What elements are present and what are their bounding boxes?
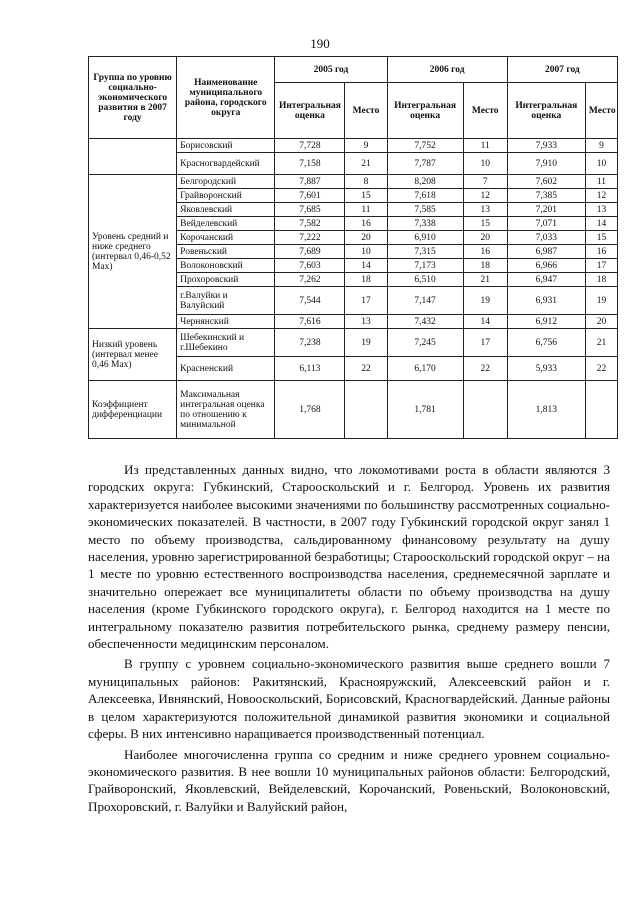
table-row — [89, 381, 618, 439]
integral-value: 7,910 — [507, 153, 585, 175]
district-name: Волоконовский — [177, 259, 275, 273]
integral-value: 7,602 — [507, 175, 585, 189]
integral-value: 5,933 — [507, 357, 585, 381]
district-name: Грайворонский — [177, 189, 275, 203]
place-value: 16 — [585, 245, 617, 259]
district-name: Чернянский — [177, 315, 275, 329]
paragraph: Наиболее многочисленна группа со средним и ниже среднего уровнем социально-экономического развития. В нее вошли 10 муниципальных районов области: Белгородский, Грайворонский, Яковлевский, Вейделевский, Корочанский, Ровеньский, Волоконовский, Прохоровский, г. Валуйки и Валуйский район, — [88, 746, 610, 814]
integral-value: 6,966 — [507, 259, 585, 273]
place-value: 22 — [585, 357, 617, 381]
integral-value: 6,987 — [507, 245, 585, 259]
place-value: 19 — [463, 287, 507, 315]
table-row — [89, 329, 618, 357]
integral-value: 1,781 — [387, 381, 463, 439]
table-row — [89, 139, 618, 153]
place-value: 15 — [463, 217, 507, 231]
integral-value: 7,432 — [387, 315, 463, 329]
integral-value: 7,173 — [387, 259, 463, 273]
paragraph: Из представленных данных видно, что локомотивами роста в области являются 3 городских округа: Губкинский, Старооскольский и г. Белгород. Уровень их развития характеризуется наиболее высокими значениями по большинству рассмотренных социально-экономических показателей. В частности, в 2007 году Губкинский городской округ занял 1 место по объему производства, сальдированному финансовому результату на душу населения, уровню зарегистрированной безработицы; Старооскольский городской округ – на 1 месте по уровню естественного воспроизводства населения, среднемесячной зарплате и значительно опережает все муниципалитеты области по объему производства на душу населения (кроме Губкинского городского округа), г. Белгород находится на 1 месте по интегральному показателю развития потребительского рынка, среднему размеру пенсии, обеспеченности медицинским персоналом. — [88, 462, 610, 652]
place-value: 14 — [585, 217, 617, 231]
integral-value: 7,585 — [387, 203, 463, 217]
integral-value: 7,728 — [275, 139, 345, 153]
place-value: 17 — [585, 259, 617, 273]
integral-value: 7,245 — [387, 329, 463, 357]
place-value: 15 — [585, 231, 617, 245]
district-name: Красненский — [177, 357, 275, 381]
place-value: 13 — [345, 315, 387, 329]
integral-value: 6,756 — [507, 329, 585, 357]
integral-value: 7,071 — [507, 217, 585, 231]
header-integral: Интегральная оценка — [507, 83, 585, 139]
place-value: 20 — [345, 231, 387, 245]
header-year-2005: 2005 год — [275, 57, 387, 83]
group-label: Низкий уровень (интервал менее 0,46 Max) — [89, 329, 177, 381]
district-name: Борисовский — [177, 139, 275, 153]
header-year-2007: 2007 год — [507, 57, 617, 83]
header-place: Место — [463, 83, 507, 139]
integral-value: 7,338 — [387, 217, 463, 231]
place-value: 22 — [463, 357, 507, 381]
integral-value: 7,033 — [507, 231, 585, 245]
integral-value: 7,616 — [275, 315, 345, 329]
place-value: 18 — [463, 259, 507, 273]
place-value: 10 — [463, 153, 507, 175]
integral-value: 7,222 — [275, 231, 345, 245]
place-value: 13 — [463, 203, 507, 217]
integral-value: 7,689 — [275, 245, 345, 259]
integral-value: 6,912 — [507, 315, 585, 329]
district-name: Прохоровский — [177, 273, 275, 287]
place-value: 19 — [345, 329, 387, 357]
place-value: 9 — [585, 139, 617, 153]
place-value: 18 — [585, 273, 617, 287]
integral-value: 7,601 — [275, 189, 345, 203]
place-value: 8 — [345, 175, 387, 189]
group-label: Уровень средний и ниже среднего (интервал 0,46-0,52 Max) — [89, 175, 177, 329]
integral-value: 7,752 — [387, 139, 463, 153]
integral-value: 7,933 — [507, 139, 585, 153]
place-value: 9 — [345, 139, 387, 153]
place-value: 10 — [585, 153, 617, 175]
page-number: 190 — [310, 36, 330, 51]
integral-value: 7,201 — [507, 203, 585, 217]
district-name: Ровеньский — [177, 245, 275, 259]
place-value: 11 — [463, 139, 507, 153]
place-value: 20 — [585, 315, 617, 329]
body-text — [88, 461, 610, 815]
header-name: Наименование муниципального района, городского округа — [177, 57, 275, 139]
integral-value: 7,603 — [275, 259, 345, 273]
integral-value: 7,238 — [275, 329, 345, 357]
header-group: Группа по уровню социально-экономического развития в 2007 году — [89, 57, 177, 139]
district-name: Красногвардейский — [177, 153, 275, 175]
place-value: 10 — [345, 245, 387, 259]
district-name: Яковлевский — [177, 203, 275, 217]
header-year-2006: 2006 год — [387, 57, 507, 83]
place-value: 12 — [585, 189, 617, 203]
place-value — [345, 381, 387, 439]
district-name: Вейделевский — [177, 217, 275, 231]
integral-value: 6,947 — [507, 273, 585, 287]
integral-value: 6,113 — [275, 357, 345, 381]
integral-value: 7,787 — [387, 153, 463, 175]
place-value: 7 — [463, 175, 507, 189]
place-value: 12 — [463, 189, 507, 203]
place-value: 17 — [463, 329, 507, 357]
place-value: 15 — [345, 189, 387, 203]
header-place: Место — [585, 83, 617, 139]
integral-value: 6,910 — [387, 231, 463, 245]
place-value: 14 — [463, 315, 507, 329]
integral-value: 7,385 — [507, 189, 585, 203]
place-value: 11 — [345, 203, 387, 217]
header-place: Место — [345, 83, 387, 139]
place-value — [585, 381, 617, 439]
integral-value: 7,544 — [275, 287, 345, 315]
integral-value: 6,170 — [387, 357, 463, 381]
district-name: Белгородский — [177, 175, 275, 189]
integral-value: 7,315 — [387, 245, 463, 259]
integral-value: 1,768 — [275, 381, 345, 439]
place-value: 22 — [345, 357, 387, 381]
integral-value: 1,813 — [507, 381, 585, 439]
place-value: 21 — [463, 273, 507, 287]
integral-value: 7,887 — [275, 175, 345, 189]
district-name: Максимальная интегральная оценка по отношению к минимальной — [177, 381, 275, 439]
header-integral: Интегральная оценка — [387, 83, 463, 139]
statistics-table — [88, 56, 618, 439]
place-value: 11 — [585, 175, 617, 189]
group-label: Коэффициент дифференциации — [89, 381, 177, 439]
place-value: 16 — [345, 217, 387, 231]
place-value: 14 — [345, 259, 387, 273]
group-label — [89, 139, 177, 175]
place-value: 21 — [585, 329, 617, 357]
integral-value: 6,510 — [387, 273, 463, 287]
header-integral: Интегральная оценка — [275, 83, 345, 139]
integral-value: 6,931 — [507, 287, 585, 315]
place-value — [463, 381, 507, 439]
place-value: 13 — [585, 203, 617, 217]
paragraph: В группу с уровнем социально-экономического развития выше среднего вошли 7 муниципальных районов: Ракитянский, Краснояружский, Алексеевский район и г. Алексеевка, Ивнянский, Новооскольский, Борисовский, Красногвардейский. Данные районы в целом характеризуются положительной динамикой развития экономики и социальной сферы. В них интенсивно наращивается производственный потенциал. — [88, 656, 610, 742]
place-value: 16 — [463, 245, 507, 259]
integral-value: 7,158 — [275, 153, 345, 175]
place-value: 19 — [585, 287, 617, 315]
place-value: 20 — [463, 231, 507, 245]
place-value: 21 — [345, 153, 387, 175]
table-row — [89, 175, 618, 189]
integral-value: 7,147 — [387, 287, 463, 315]
integral-value: 7,618 — [387, 189, 463, 203]
integral-value: 8,208 — [387, 175, 463, 189]
integral-value: 7,262 — [275, 273, 345, 287]
district-name: г.Валуйки и Валуйский — [177, 287, 275, 315]
place-value: 17 — [345, 287, 387, 315]
integral-value: 7,685 — [275, 203, 345, 217]
district-name: Шебекинский и г.Шебекино — [177, 329, 275, 357]
district-name: Корочанский — [177, 231, 275, 245]
integral-value: 7,582 — [275, 217, 345, 231]
place-value: 18 — [345, 273, 387, 287]
